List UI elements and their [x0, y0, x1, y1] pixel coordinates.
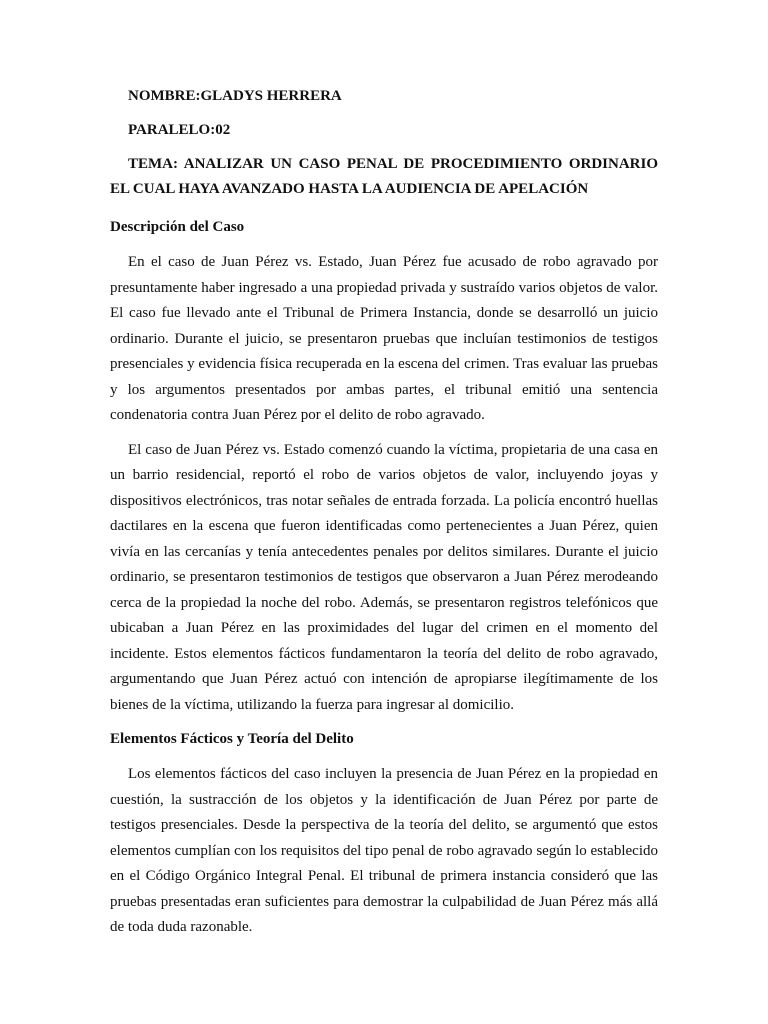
paragraph: Los elementos fácticos del caso incluyen la presencia de Juan Pérez en la propiedad en cuestión, la sustracción de los objetos y la identificación de Juan Pérez por parte de testigos presenciales. Desde la perspectiva de la teoría del delito, se argumentó que estos elementos cumplían con los requisitos del tipo penal de robo agravado según lo establecido en el Código Orgánico Integral Penal. El tribunal de primera instancia consideró que las pruebas presentadas eran suficientes para demostrar la culpabilidad de Juan Pérez más allá de toda duda razonable. — [110, 766, 658, 935]
paragraph: El caso de Juan Pérez vs. Estado comenzó cuando la víctima, propietaria de una casa en un barrio residencial, reportó el robo de varios objetos de valor, incluyendo joyas y dispositivos electrónicos, tras notar señales de entrada forzada. La policía encontró huellas dactilares en la escena que fueron identificadas como pertenecientes a Juan Pérez, quien vivía en las cercanías y tenía antecedentes penales por delitos similares. Durante el juicio ordinario, se presentaron testimonios de testigos que observaron a Juan Pérez merodeando cerca de la propiedad la noche del robo. Además, se presentaron registros telefónicos que ubicaban a Juan Pérez en las proximidades del lugar del crimen en el momento del incidente. Estos elementos fácticos fundamentaron la teoría del delito de robo agravado, argumentando que Juan Pérez actuó con intención de apropiarse ilegítimamente de los bienes de la víctima, utilizando la fuerza para ingresar al domicilio. — [110, 441, 658, 713]
section-heading-factual-elements: Elementos Fácticos y Teoría del Delito — [110, 731, 354, 747]
student-name: NOMBRE:GLADYS HERRERA — [128, 88, 342, 104]
document-topic: TEMA: ANALIZAR UN CASO PENAL DE PROCEDIMIENTO ORDINARIO EL CUAL HAYA AVANZADO HASTA LA AUDIENCIA DE APELACIÓN — [110, 156, 658, 197]
section-heading-case-description: Descripción del Caso — [110, 219, 245, 235]
document-page — [110, 84, 658, 950]
class-section: PARALELO:02 — [128, 122, 231, 138]
paragraph: En el caso de Juan Pérez vs. Estado, Juan Pérez fue acusado de robo agravado por presuntamente haber ingresado a una propiedad privada y sustraído varios objetos de valor. El caso fue llevado ante el Tribunal de Primera Instancia, donde se desarrolló un juicio ordinario. Durante el juicio, se presentaron pruebas que incluían testimonios de testigos presenciales y evidencia física recuperada en la escena del crimen. Tras evaluar las pruebas y los argumentos presentados por ambas partes, el tribunal emitió una sentencia condenatoria contra Juan Pérez por el delito de robo agravado. — [110, 254, 658, 423]
